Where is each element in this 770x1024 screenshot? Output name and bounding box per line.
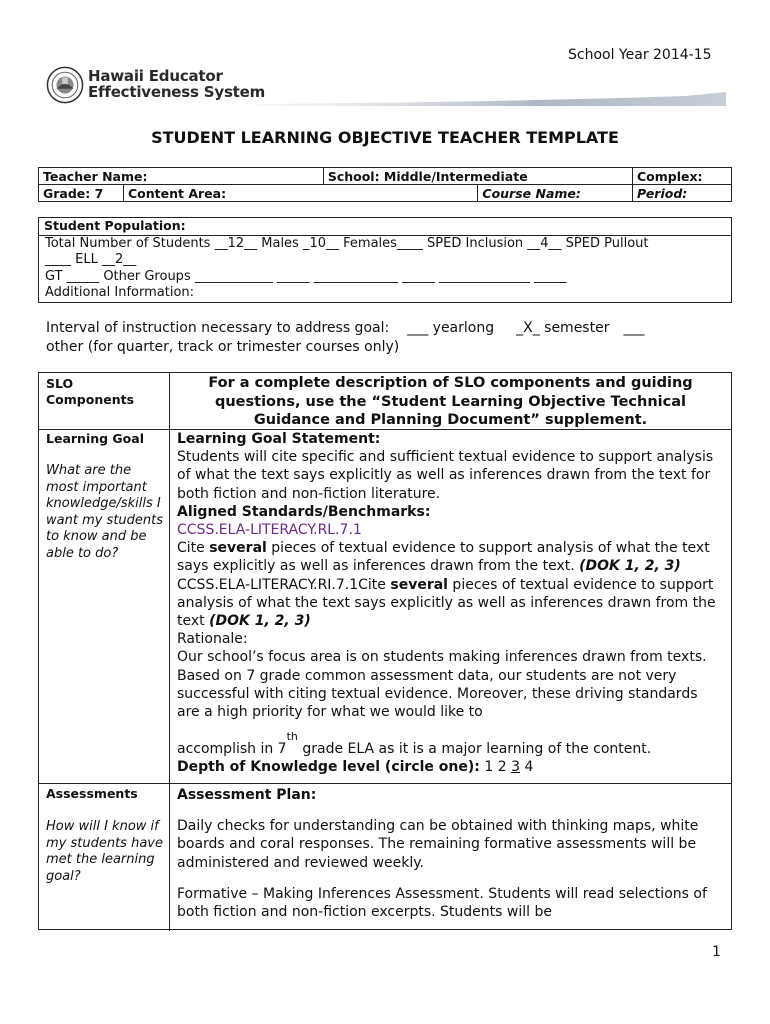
dok-span: (DOK 1, 2, 3)	[209, 613, 311, 630]
student-population-header: Student Population:	[39, 218, 731, 236]
period-label: Period:	[637, 185, 688, 201]
population-line-1: Total Number of Students __12__ Males _10__ Females____ SPED Inclusion __4__ SPED Pullout	[45, 235, 649, 251]
assessments-content	[177, 786, 723, 921]
description-header-cell	[170, 373, 731, 429]
logo-wordmark	[88, 68, 265, 100]
dok-option-2: 2	[497, 759, 507, 776]
assessment-plan-para-2: Formative – Making Inferences Assessment. Students will read selections of both fiction and non-fiction excerpts. Students will be	[177, 885, 707, 921]
logo-swoosh	[256, 92, 726, 106]
teacher-info-table	[38, 167, 732, 202]
page-number: 1	[712, 944, 721, 960]
school-year: School Year 2014-15	[568, 47, 712, 63]
slo-components-header: SLO Components	[46, 376, 135, 407]
superscript: th	[286, 730, 298, 744]
course-name-field: Course Name:	[478, 185, 633, 202]
document-title: STUDENT LEARNING OBJECTIVE TEACHER TEMPLATE	[151, 128, 619, 147]
semester-option: _X_ semester	[516, 320, 610, 336]
complex-field: Complex:	[632, 168, 731, 185]
interval-row	[46, 319, 736, 338]
hees-logo	[46, 66, 726, 110]
population-line-4: Additional Information:	[45, 285, 195, 300]
teacher-name-field: Teacher Name:	[39, 168, 324, 185]
learning-goal-statement: Students will cite specific and sufficient textual evidence to support analysis of what the text says explicitly as well as inferences drawn from the text for both fiction and non-fiction literature.	[177, 449, 714, 502]
yearlong-option: ___ yearlong	[407, 320, 495, 336]
assessments-cell	[170, 783, 731, 931]
learning-goal-question: What are the most important knowledge/skills I want my students to know and be able to do?	[46, 463, 164, 561]
population-line-3: GT _____ Other Groups ____________ _____ _____________ _____ ______________ _____	[45, 268, 567, 284]
learning-goal-cell	[170, 429, 731, 783]
learning-goal-label: Learning Goal	[46, 431, 144, 446]
standard-ri-7-1-text	[177, 576, 723, 631]
assessment-plan-heading: Assessment Plan:	[177, 787, 317, 803]
interval-label: Interval of instruction necessary to address goal:	[46, 320, 390, 336]
standard-rl-7-1-text	[177, 539, 723, 575]
dok-option-1: 1	[484, 759, 494, 776]
aligned-standards-heading: Aligned Standards/Benchmarks:	[177, 503, 431, 520]
logo-line-2: Effectiveness System	[88, 83, 266, 101]
other-option: other (for quarter, track or trimester courses only)	[46, 339, 400, 355]
learning-goal-statement-heading: Learning Goal Statement:	[177, 431, 381, 447]
period-field	[633, 185, 732, 202]
emphasis-span: several	[390, 576, 448, 593]
assessment-plan-para-1: Daily checks for understanding can be obtained with thinking maps, white boards and coral responses. The remaining formative assessments will be administered and reviewed weekly.	[177, 818, 699, 871]
rationale-end	[177, 728, 723, 758]
dok-option-3-selected: 3	[511, 759, 520, 776]
logo-line-1: Hawaii Educator	[88, 67, 223, 85]
description-header: For a complete description of SLO components and guiding questions, use the “Student Learning Objective Technical Guidance and Planning Document” supplement.	[208, 375, 693, 428]
population-line-2: ____ ELL __2__	[45, 252, 137, 267]
content-area-field: Content Area:	[124, 185, 478, 202]
rationale-heading: Rationale:	[177, 631, 248, 648]
student-population-box	[38, 217, 732, 303]
standard-rl-7-1-link[interactable]: CCSS.ELA-LITERACY.RL.7.1	[177, 522, 362, 539]
text-span: Cite	[177, 540, 210, 557]
text-span: accomplish in 7	[177, 741, 287, 758]
text-span: grade ELA as it is a major learning of the content.	[297, 741, 652, 758]
dok-level-row	[177, 758, 723, 776]
interval-of-instruction	[46, 319, 736, 357]
rationale-text: Our school’s focus area is on students making inferences drawn from texts. Based on 7 grade common assessment data, our students are not very successful with citing textual evidence. Moreover, these driving standards are a high priority for what we would like to	[177, 649, 707, 721]
dok-option-4: 4	[524, 759, 534, 776]
text-span: CCSS.ELA-LITERACY.RI.7.1Cite	[177, 576, 391, 593]
dok-heading: Depth of Knowledge level (circle one):	[177, 759, 480, 776]
assessments-question: How will I know if my students have met the learning goal?	[46, 819, 163, 884]
learning-goal-content	[177, 430, 723, 777]
grade-field: Grade: 7	[39, 185, 124, 202]
school-field: School: Middle/Intermediate	[323, 168, 632, 185]
text-span: pieces of textual evidence to support analysis of what the text says explicitly as well as inferences drawn from the text	[177, 576, 716, 630]
emphasis-span: several	[209, 540, 267, 557]
slo-components-table	[38, 372, 732, 930]
other-blank: ___	[623, 320, 645, 336]
dok-span: (DOK 1, 2, 3)	[579, 558, 681, 575]
assessments-label: Assessments	[46, 786, 138, 801]
text-span: pieces of textual evidence to support analysis of what the text says explicitly as well as inferences drawn from the text.	[177, 540, 710, 575]
state-seal-icon	[46, 66, 84, 104]
